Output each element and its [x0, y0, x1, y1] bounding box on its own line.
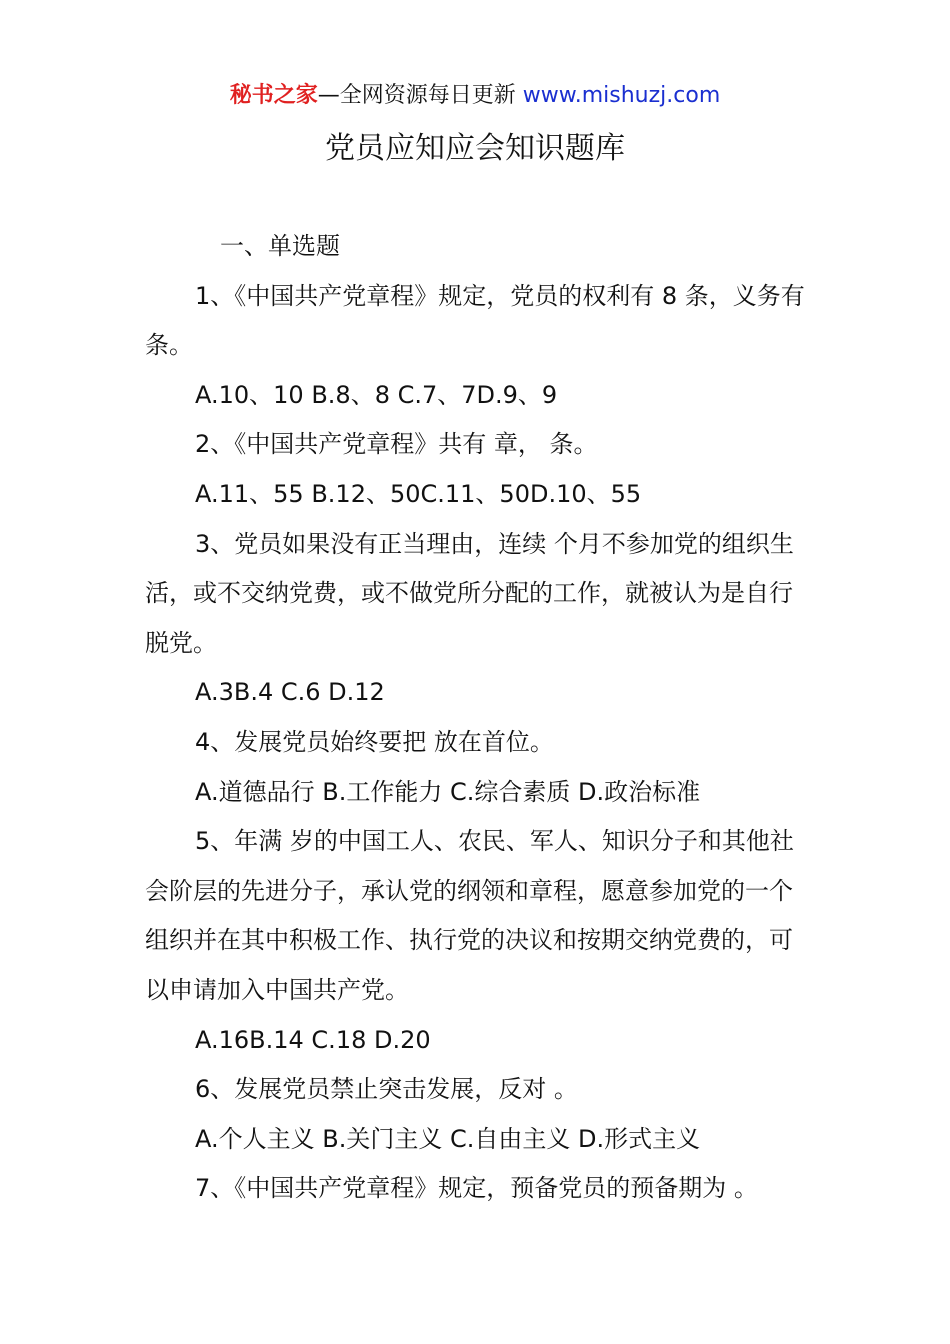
question-options: A.3B.4 C.6 D.12: [195, 678, 385, 707]
question-stem: 5、年满 岁的中国工人、农民、军人、知识分子和其他社会阶层的先进分子，承认党的纲领和章程，愿意参加党的一个组织并在其中积极工作、执行党的决议和按期交纳党费的，可以申请加入中国共产党。: [145, 827, 794, 1004]
document-body: [145, 222, 810, 1214]
question-stem: 6、发展党员禁止突击发展，反对 。: [195, 1075, 578, 1104]
site-header: [0, 80, 950, 112]
question-options: A.10、10 B.8、8 C.7、7D.9、9: [195, 380, 558, 409]
question-stem: 3、党员如果没有正当理由，连续 个月不参加党的组织生活，或不交纳党费，或不做党所分配的工作，就被认为是自行脱党。: [145, 529, 794, 657]
question-stem: 4、发展党员始终要把 放在首位。: [195, 727, 554, 756]
question-options: A.16B.14 C.18 D.20: [195, 1025, 431, 1054]
question-options: A.道德品行 B.工作能力 C.综合素质 D.政治标准: [195, 777, 701, 806]
question-options: A.11、55 B.12、50C.11、50D.10、55: [195, 479, 642, 508]
question-stem: 1、《中国共产党章程》规定，党员的权利有 8 条，义务有 条。: [145, 281, 805, 360]
section-title: 一、单选题: [220, 232, 340, 260]
site-tagline: —全网资源每日更新: [317, 83, 523, 108]
question-stem: 7、《中国共产党章程》规定，预备党员的预备期为 。: [195, 1174, 758, 1203]
site-url-link[interactable]: www.mishuzj.com: [522, 83, 721, 108]
site-brand: 秘书之家: [229, 83, 318, 108]
question-options: A.个人主义 B.关门主义 C.自由主义 D.形式主义: [195, 1124, 701, 1153]
document-title: 党员应知应会知识题库: [325, 131, 625, 166]
question-stem: 2、《中国共产党章程》共有 章， 条。: [195, 430, 598, 459]
